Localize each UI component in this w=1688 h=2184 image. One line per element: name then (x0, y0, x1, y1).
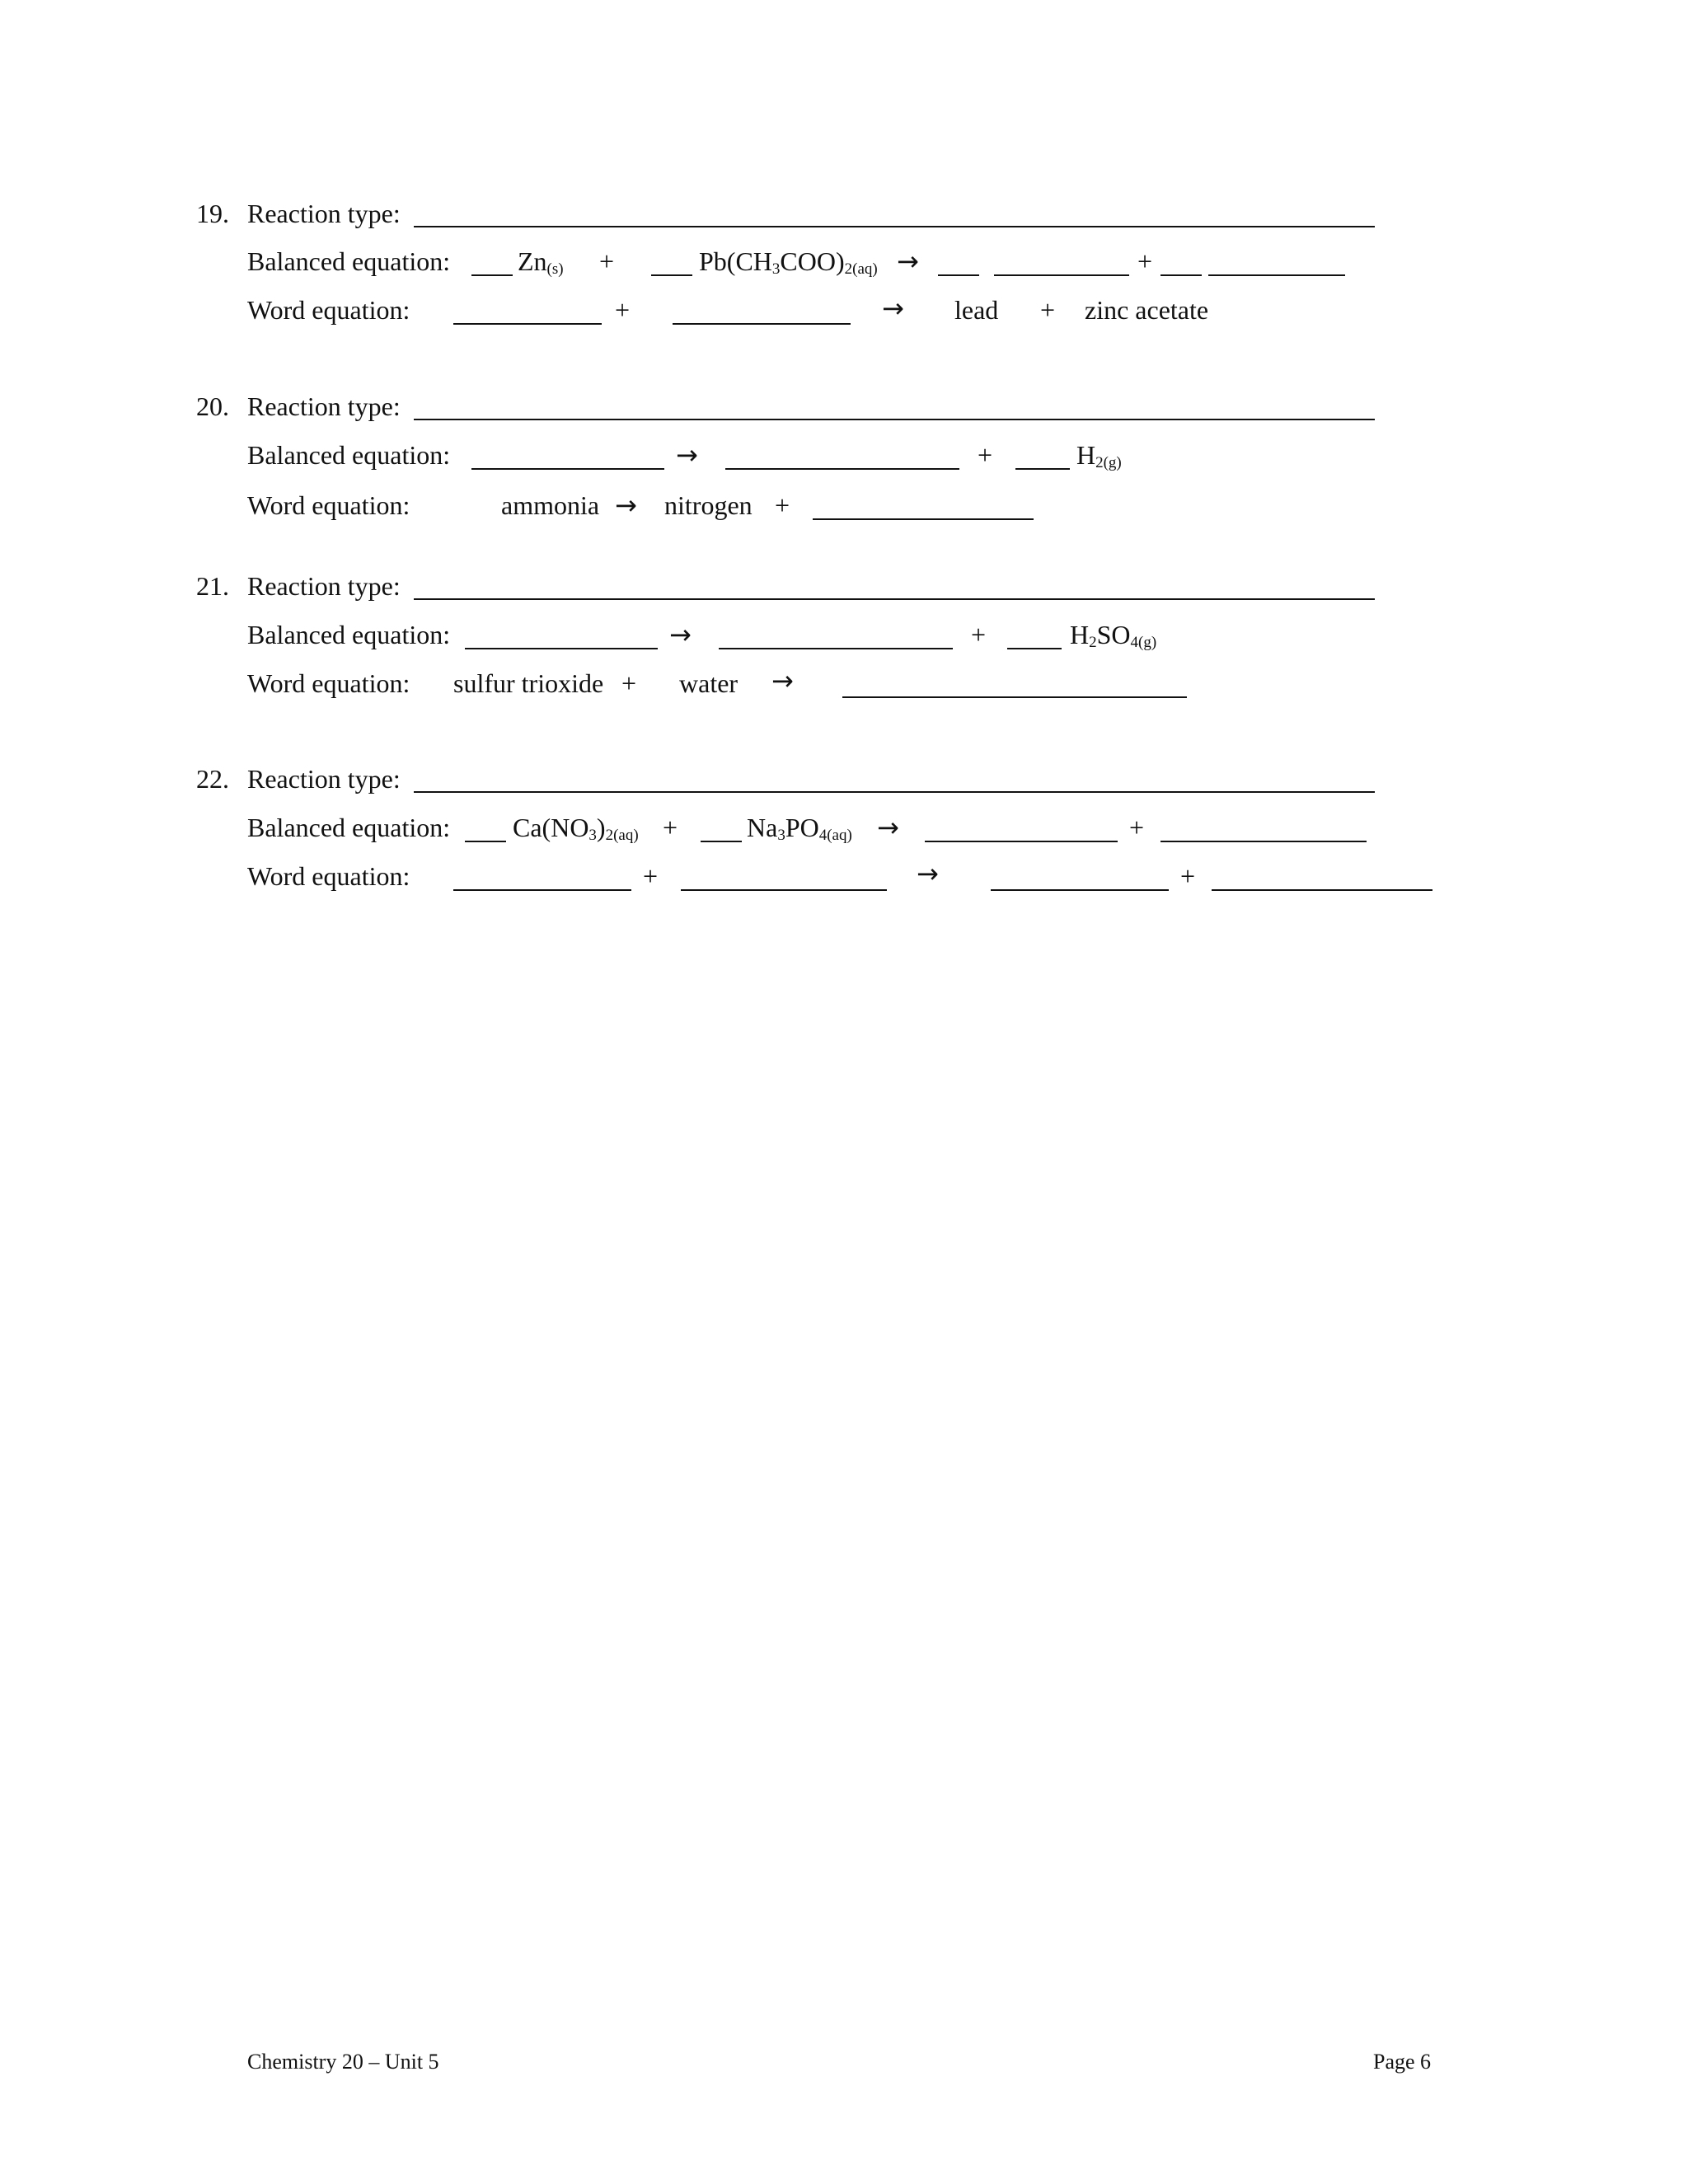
balanced-equation-label: Balanced equation: (247, 620, 451, 649)
product-blank[interactable] (725, 468, 959, 470)
coefficient-blank[interactable] (1015, 468, 1070, 470)
balanced-equation-label: Balanced equation: (247, 440, 451, 470)
plus-sign: + (1040, 295, 1056, 325)
reactant-word-blank[interactable] (453, 889, 631, 891)
coefficient-blank[interactable] (1007, 648, 1062, 649)
product-blank[interactable] (925, 841, 1118, 842)
product-blank[interactable] (994, 274, 1129, 276)
product-word: zinc acetate (1085, 295, 1209, 325)
coefficient-blank[interactable] (938, 274, 979, 276)
reaction-arrow: → (676, 439, 698, 471)
plus-sign: + (599, 246, 615, 276)
reactant-word: sulfur trioxide (453, 668, 604, 698)
reactant-formula: $Ca(NO_3)_{2(aq)}$ (513, 813, 639, 844)
reactant-formula: $Na_3PO_{4(aq)}$ (747, 813, 852, 844)
word-equation-label: Word equation: (247, 490, 410, 520)
reaction-arrow: → (615, 490, 637, 521)
product-word-blank[interactable] (1212, 889, 1432, 891)
reaction-type-label: Reaction type: (247, 199, 401, 228)
coefficient-blank[interactable] (471, 274, 513, 276)
plus-sign: + (663, 813, 678, 842)
reactant-word-blank[interactable] (453, 323, 602, 325)
balanced-equation-label: Balanced equation: (247, 813, 451, 842)
plus-sign: + (1137, 246, 1153, 276)
word-equation-label: Word equation: (247, 668, 410, 698)
coefficient-blank[interactable] (651, 274, 692, 276)
reaction-type-label: Reaction type: (247, 571, 401, 601)
reaction-type-blank[interactable] (414, 419, 1375, 420)
product-formula: $H_{2(g)}$ (1076, 440, 1122, 471)
question-number: 22. (196, 764, 229, 794)
plus-sign: + (971, 620, 987, 649)
reaction-type-label: Reaction type: (247, 764, 401, 794)
reaction-type-blank[interactable] (414, 598, 1375, 600)
reaction-arrow: → (877, 812, 899, 843)
reactant-word-blank[interactable] (681, 889, 887, 891)
product-word: nitrogen (664, 490, 753, 520)
plus-sign: + (978, 440, 993, 470)
reactant-word-blank[interactable] (673, 323, 851, 325)
product-blank[interactable] (719, 648, 953, 649)
reaction-arrow: → (669, 619, 692, 650)
question-number: 20. (196, 391, 229, 421)
word-equation-label: Word equation: (247, 861, 410, 891)
plus-sign: + (1129, 813, 1145, 842)
reaction-arrow: → (771, 665, 794, 696)
reactant-formula: $Pb(CH_3COO)_{2(aq)}$ (699, 246, 878, 278)
product-word-blank[interactable] (813, 518, 1034, 520)
word-equation-label: Word equation: (247, 295, 410, 325)
reaction-type-label: Reaction type: (247, 391, 401, 421)
coefficient-blank[interactable] (701, 841, 742, 842)
reactant-word: ammonia (501, 490, 600, 520)
reactant-blank[interactable] (471, 468, 664, 470)
footer-page-number: Page 6 (1373, 2050, 1432, 2074)
reactant-formula: $Zn_{(s)}$ (518, 246, 564, 278)
product-word-blank[interactable] (842, 696, 1187, 698)
coefficient-blank[interactable] (465, 841, 506, 842)
reaction-arrow: → (917, 858, 939, 889)
reaction-arrow: → (897, 246, 919, 277)
product-word: lead (954, 295, 999, 325)
footer-course: Chemistry 20 – Unit 5 (247, 2050, 439, 2074)
product-blank[interactable] (1208, 274, 1345, 276)
product-formula: $H_2SO_{4(g)}$ (1070, 620, 1157, 651)
plus-sign: + (621, 668, 637, 698)
reactant-blank[interactable] (465, 648, 658, 649)
reactant-word: water (679, 668, 738, 698)
plus-sign: + (775, 490, 790, 520)
product-blank[interactable] (1160, 841, 1367, 842)
question-number: 19. (196, 199, 229, 228)
plus-sign: + (643, 861, 659, 891)
coefficient-blank[interactable] (1160, 274, 1202, 276)
plus-sign: + (615, 295, 631, 325)
product-word-blank[interactable] (991, 889, 1169, 891)
plus-sign: + (1180, 861, 1196, 891)
reaction-arrow: → (882, 293, 904, 324)
balanced-equation-label: Balanced equation: (247, 246, 451, 276)
reaction-type-blank[interactable] (414, 791, 1375, 793)
question-number: 21. (196, 571, 229, 601)
reaction-type-blank[interactable] (414, 226, 1375, 227)
